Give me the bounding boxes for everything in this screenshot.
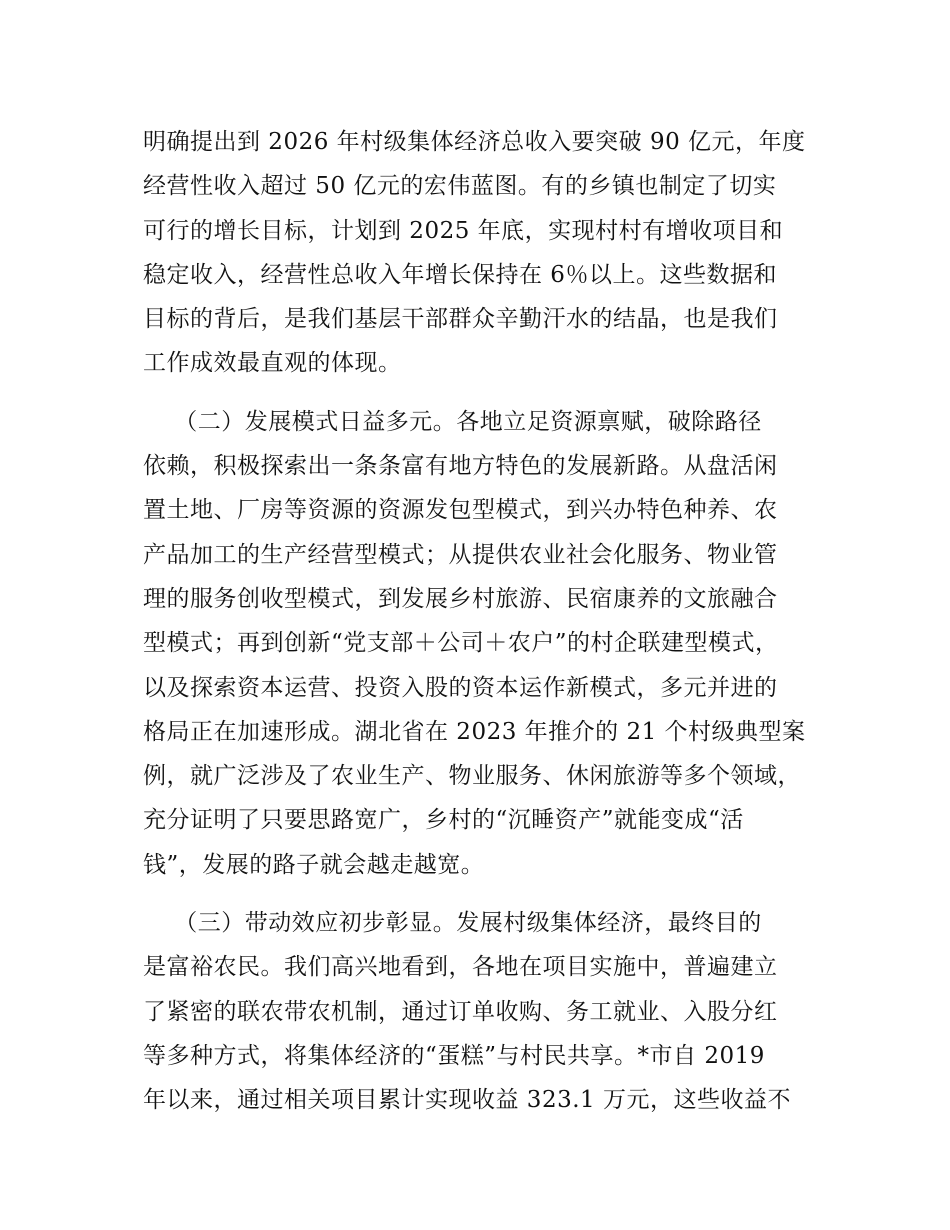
text-line: 年以来，通过相关项目累计实现收益 323.1 万元，这些收益不: [143, 1087, 791, 1114]
paragraph-2: [143, 400, 823, 887]
text-line: 以及探索资本运营、投资入股的资本运作新模式，多元并进的: [143, 674, 778, 701]
text-line: 经营性收入超过 50 亿元的宏伟蓝图。有的乡镇也制定了切实: [143, 173, 777, 200]
text-line: 充分证明了只要思路宽广，乡村的“沉睡资产”就能变成“活: [143, 807, 744, 834]
paragraph-1: [143, 120, 823, 386]
text-line: 格局正在加速形成。湖北省在 2023 年推介的 21 个村级典型案: [143, 718, 806, 745]
text-line: 等多种方式，将集体经济的“蛋糕”与村民共享。*市自 2019: [143, 1042, 765, 1069]
text-line: 理的服务创收型模式，到发展乡村旅游、民宿康养的文旅融合: [143, 585, 778, 612]
text-line: 可行的增长目标，计划到 2025 年底，实现村村有增收项目和: [143, 217, 784, 244]
text-line: （二）发展模式日益多元。各地立足资源禀赋，破除路径: [143, 408, 762, 435]
text-line: 工作成效最直观的体现。: [143, 350, 402, 377]
text-line: 置土地、厂房等资源的资源发包型模式，到兴办特色种养、农: [143, 497, 778, 524]
text-line: 钱”，发展的路子就会越走越宽。: [143, 851, 485, 878]
text-line: 目标的背后，是我们基层干部群众辛勤汗水的结晶，也是我们: [143, 306, 778, 333]
text-line: 稳定收入，经营性总收入年增长保持在 6％以上。这些数据和: [143, 261, 777, 288]
document-body: [143, 120, 823, 1123]
text-line: 明确提出到 2026 年村级集体经济总收入要突破 90 亿元，年度: [143, 129, 806, 155]
text-line: 了紧密的联农带农机制，通过订单收购、务工就业、入股分红: [143, 998, 778, 1025]
text-line: 例，就广泛涉及了农业生产、物业服务、休闲旅游等多个领域，: [143, 763, 801, 790]
text-line: 产品加工的生产经营型模式；从提供农业社会化服务、物业管: [143, 541, 778, 568]
text-line: 型模式；再到创新“党支部＋公司＋农户”的村企联建型模式，: [143, 630, 779, 657]
text-line: 是富裕农民。我们高兴地看到，各地在项目实施中，普遍建立: [143, 954, 778, 981]
text-line: （三）带动效应初步彰显。发展村级集体经济，最终目的: [143, 910, 762, 937]
text-line: 依赖，积极探索出一条条富有地方特色的发展新路。从盘活闲: [143, 453, 778, 480]
paragraph-spacer: [143, 386, 823, 400]
paragraph-spacer: [143, 887, 823, 901]
paragraph-3: [143, 901, 823, 1122]
